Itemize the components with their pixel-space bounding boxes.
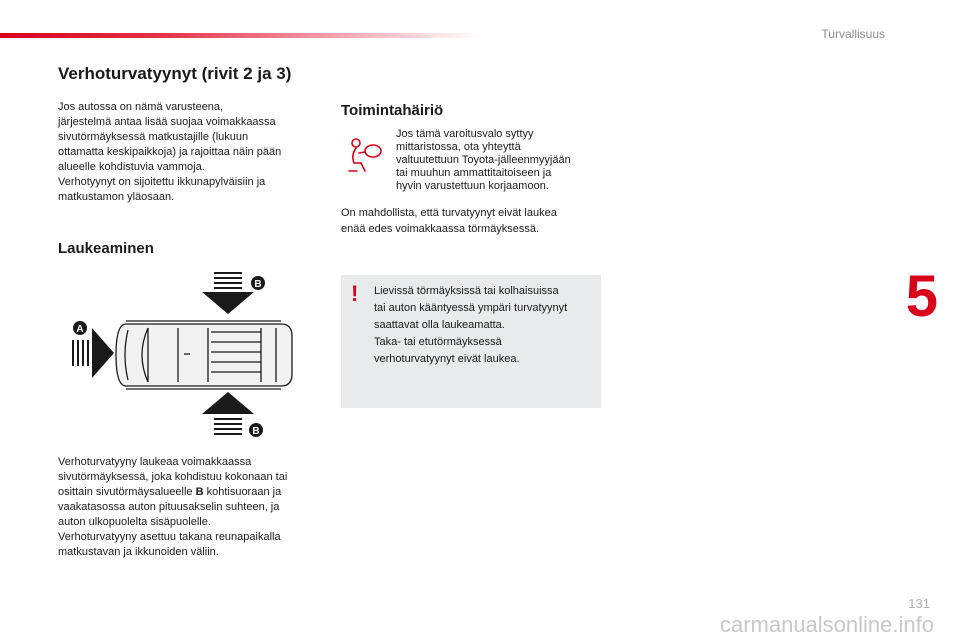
warning-line: Taka- tai etutörmäyksessä xyxy=(374,336,502,348)
chapter-number: 5 xyxy=(905,264,938,329)
intro-line: Jos autossa on nämä varusteena, xyxy=(58,101,224,113)
warning-line: Lievissä törmäyksissä tai kolhaisuissa xyxy=(374,285,559,297)
warning-light-line: mittaristossa, ota yhteyttä xyxy=(396,141,521,153)
warning-light-paragraph xyxy=(396,128,606,193)
deployment-line: matkustavan ja ikkunoiden väliin. xyxy=(58,546,219,558)
deployment-paragraph xyxy=(58,455,328,560)
warning-light-line: Jos tämä varoitusvalo syttyy xyxy=(396,128,534,140)
intro-line: ottamatta keskipaikkoja) ja rajoittaa näin pään xyxy=(58,146,282,158)
airbag-warning-light-icon xyxy=(345,135,385,175)
deployment-line: auton ulkopuolelta sisäpuolelle. xyxy=(58,516,211,528)
page-number: 131 xyxy=(908,596,930,611)
intro-line: järjestelmä antaa lisää suojaa voimakkaassa xyxy=(58,116,276,128)
label-a xyxy=(73,321,87,335)
header-accent-bar xyxy=(0,33,480,38)
label-b-top-text: B xyxy=(254,279,262,290)
deployment-zone-label: B xyxy=(195,486,204,498)
warning-box xyxy=(341,275,601,408)
exclamation-icon: ! xyxy=(351,281,359,306)
toimintahairio-heading: Toimintahäiriö xyxy=(341,102,444,119)
warning-light-line: valtuutettuun Toyota-jälleenmyyjään xyxy=(396,154,571,166)
watermark[interactable]: carmanualsonline.info xyxy=(719,612,934,637)
intro-line: sivutörmäyksessä matkustajille (lukuun xyxy=(58,131,249,143)
deployment-line: Verhoturvatyyny laukeaa voimakkaassa xyxy=(58,456,252,468)
van-deployment-diagram xyxy=(66,266,306,446)
side-impact-arrow-icon xyxy=(72,328,114,378)
malfunction-note xyxy=(341,205,601,237)
laukeaminen-heading: Laukeaminen xyxy=(58,240,154,257)
intro-line: Verhotyynyt on sijoitettu ikkunapylväisiin ja xyxy=(58,176,266,188)
deployment-line-part: kohtisuoraan ja xyxy=(203,486,282,498)
intro-line: alueelle kohdistuvia vammoja. xyxy=(58,161,205,173)
top-impact-arrow-icon xyxy=(202,272,254,314)
deployment-line: Verhoturvatyyny asettuu takana reunapaikalla xyxy=(58,531,281,543)
warning-light-line: tai muuhun ammattitaitoiseen ja xyxy=(396,167,552,179)
section-label: Turvallisuus xyxy=(821,27,885,41)
warning-line: saattavat olla laukeamatta. xyxy=(374,319,505,331)
deployment-line xyxy=(58,485,328,500)
warning-light-line: hyvin varustettuun korjaamoon. xyxy=(396,180,549,192)
van-top-view-icon xyxy=(116,321,292,389)
deployment-line: sivutörmäyksessä, joka kohdistuu kokonaan tai xyxy=(58,471,288,483)
warning-text xyxy=(374,283,596,368)
malfunction-note-line: enää edes voimakkaassa törmäyksessä. xyxy=(341,223,540,235)
intro-line: matkustamon yläosaan. xyxy=(58,191,175,203)
label-b-bottom xyxy=(249,423,263,437)
deployment-line: vaakatasossa auton pituusakselin suhteen, ja xyxy=(58,501,280,513)
warning-line: verhoturvatyynyt eivät laukea. xyxy=(374,353,520,365)
intro-paragraph xyxy=(58,100,328,205)
label-a-text: A xyxy=(76,324,84,335)
malfunction-note-line: On mahdollista, että turvatyynyt eivät laukea xyxy=(341,207,557,219)
bottom-impact-arrow-icon xyxy=(202,392,254,435)
page-title: Verhoturvatyynyt (rivit 2 ja 3) xyxy=(58,64,292,83)
deployment-line-part: osittain sivutörmäysalueelle xyxy=(58,486,196,498)
warning-line: tai auton kääntyessä ympäri turvatyynyt xyxy=(374,302,568,314)
label-b-top xyxy=(251,276,265,290)
label-b-bottom-text: B xyxy=(252,426,260,437)
